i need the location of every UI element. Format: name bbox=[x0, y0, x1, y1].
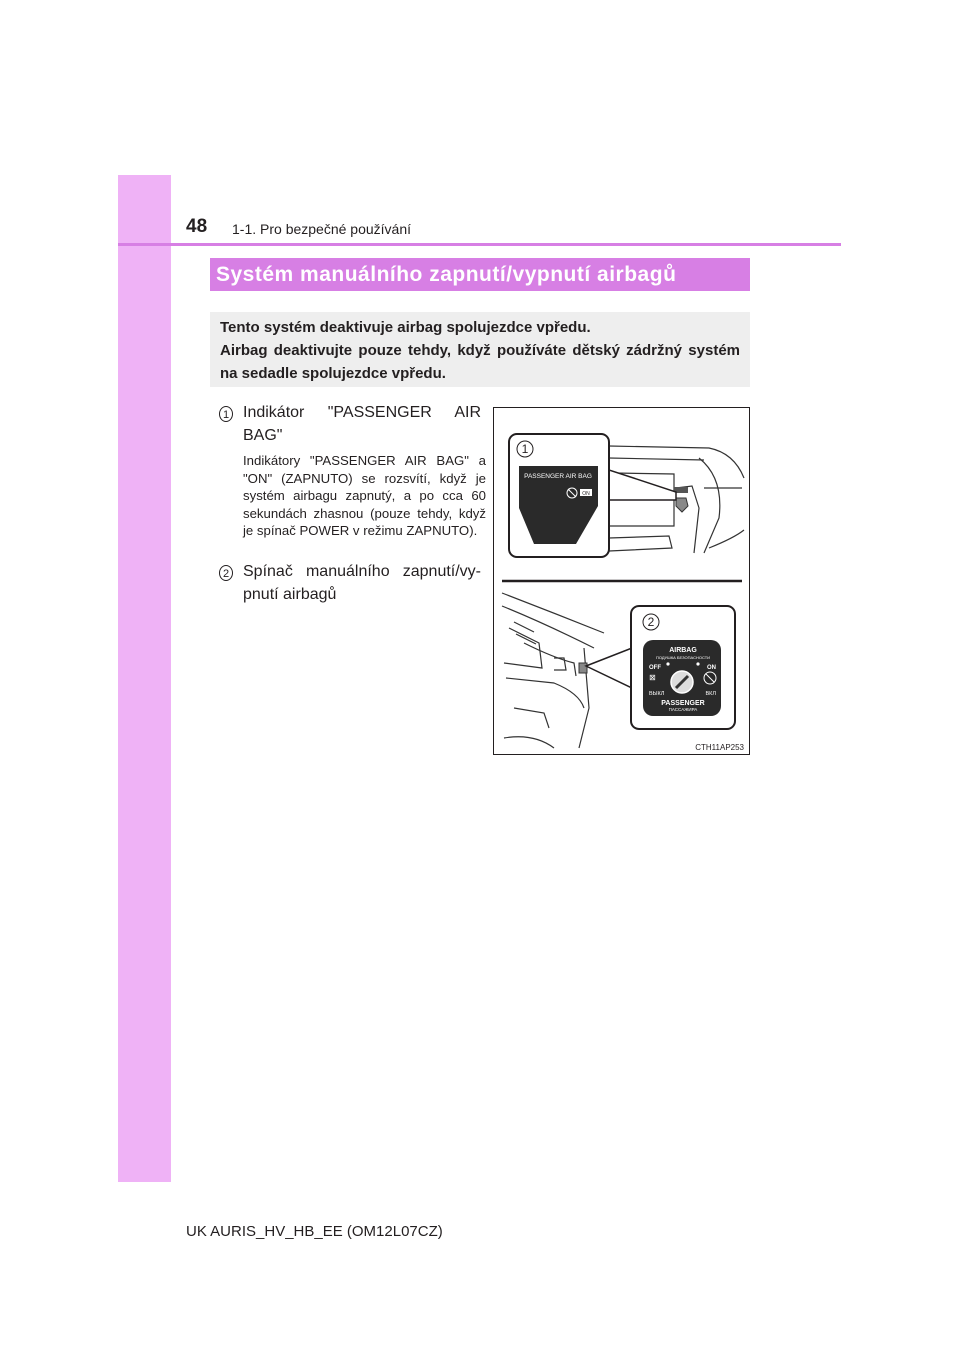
callout-leader-2 bbox=[586, 648, 632, 688]
chapter-title: 1-1. Pro bezpečné používání bbox=[232, 221, 412, 237]
switch-airbag-label: AIRBAG bbox=[669, 647, 697, 654]
section-title: Systém manuálního zapnutí/vypnutí airbagů bbox=[210, 258, 750, 291]
callout-leader-1 bbox=[603, 468, 676, 500]
airbag-illustration bbox=[494, 408, 750, 755]
switch-off-label: OFF bbox=[649, 665, 661, 671]
switch-on-label: ON bbox=[707, 665, 716, 671]
switch-on-ru-label: ВКЛ bbox=[705, 691, 716, 697]
callout-1-label: 1 bbox=[521, 442, 529, 456]
airbag-figure bbox=[493, 407, 750, 755]
switch-airbag-ru-label: ПОДУШКА БЕЗОПАСНОСТИ bbox=[655, 655, 711, 660]
item-title-2: Spínač manuálního zapnutí/vy-pnutí airbagů bbox=[243, 563, 481, 603]
intro-box bbox=[210, 312, 750, 387]
child-seat-icon: ⊠ bbox=[649, 673, 656, 682]
intro-line-1: Tento systém deaktivuje airbag spolujezdce vpředu. bbox=[220, 319, 591, 336]
header-rule bbox=[118, 243, 841, 246]
item-number-1: 1 bbox=[219, 406, 233, 422]
dashboard-sketch-bottom bbox=[502, 593, 604, 748]
on-dot bbox=[696, 662, 699, 665]
off-dot bbox=[666, 662, 669, 665]
indicator-on-label: ON bbox=[582, 491, 590, 497]
intro-line-2: Airbag deaktivujte pouze tehdy, když používáte dětský zádržný systém na sedadle spolujezdce vpředu. bbox=[220, 342, 740, 382]
item-number-2: 2 bbox=[219, 565, 233, 581]
switch-location-mark bbox=[579, 663, 587, 673]
footer-text: UK AURIS_HV_HB_EE (OM12L07CZ) bbox=[186, 1223, 443, 1240]
indicator-label: PASSENGER AIR BAG bbox=[524, 473, 592, 480]
item-title-1: Indikátor "PASSENGER AIR BAG" bbox=[243, 404, 481, 444]
figure-code: CTH11AP253 bbox=[695, 743, 744, 752]
side-band bbox=[118, 175, 171, 1182]
switch-passenger-label: PASSENGER bbox=[661, 700, 705, 707]
callout-2-label: 2 bbox=[647, 615, 655, 629]
switch-off-ru-label: ВЫКЛ bbox=[649, 691, 665, 697]
switch-passenger-ru-label: ПАССАЖИРА bbox=[668, 707, 698, 712]
page-number: 48 bbox=[186, 216, 208, 237]
item-description-1: Indikátory "PASSENGER AIR BAG" a "ON" (ZAPNUTO) se rozsvítí, když je systém airbagu zapnutý, a po cca 60 sekundách zhasnou (pouze tehdy, když je spínač POWER v režimu ZAPNUTO). bbox=[243, 453, 486, 539]
